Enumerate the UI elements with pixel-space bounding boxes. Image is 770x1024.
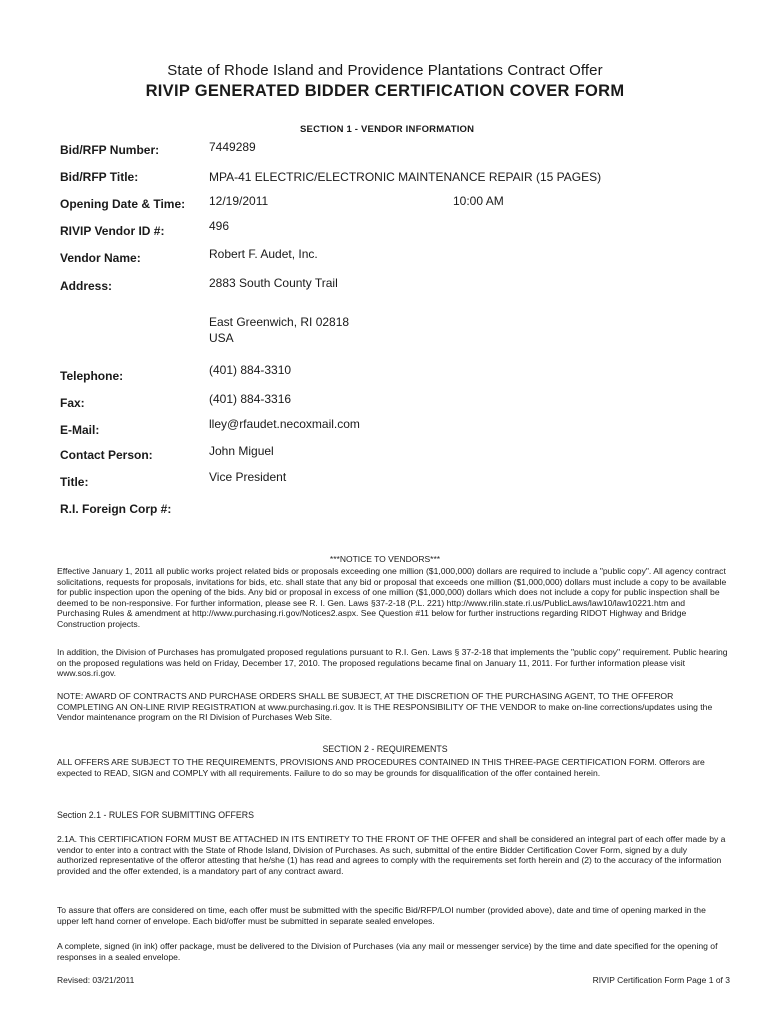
opening-time-value: 10:00 AM — [453, 194, 504, 208]
notice-paragraph-2: In addition, the Division of Purchases has promulgated proposed regulations pursuant to R.I. Gen. Laws § 37-2-18 that implements the "public copy" requirement. Public hearing on the proposed regulations was held on Friday, December 17, 2010. The proposed regulations became final on January 11, 2011. For further information please visit www.sos.ri.gov. — [57, 647, 728, 679]
bid-number-value: 7449289 — [209, 140, 256, 154]
section1-heading: SECTION 1 - VENDOR INFORMATION — [300, 124, 475, 135]
fax-value: (401) 884-3316 — [209, 392, 292, 406]
section2-heading: SECTION 2 - REQUIREMENTS — [322, 744, 448, 754]
notice-paragraph-3: NOTE: AWARD OF CONTRACTS AND PURCHASE ORDERS SHALL BE SUBJECT, AT THE DISCRETION OF THE PURCHASING AGENT, TO THE OFFEROR COMPLETING AN ON-LINE RIVIP REGISTRATION at www.purchasing.ri.gov. It is THE RESPONSIBILITY OF THE VENDOR to make on-line corrections/updates using the Vendor maintenance program on the RI Division of Purchases Web Site. — [57, 691, 713, 723]
section2-paragraph-1: ALL OFFERS ARE SUBJECT TO THE REQUIREMENTS, PROVISIONS AND PROCEDURES CONTAINED IN THIS THREE-PAGE CERTIFICATION FORM. Offerors are expected to READ, SIGN and COMPLY with all requirements. Failure to do so may be grounds for disqualification of the offer contained herein. — [57, 757, 705, 778]
address-line1: 2883 South County Trail — [209, 276, 338, 290]
title-value: Vice President — [209, 470, 287, 484]
address-line2: East Greenwich, RI 02818 — [209, 315, 350, 329]
section2-paragraph-4: A complete, signed (in ink) offer package, must be delivered to the Division of Purchases (via any mail or messenger service) by the time and date specified for the opening of responses in a sealed envelope. — [57, 941, 718, 962]
section2-paragraph-2: 2.1A. This CERTIFICATION FORM MUST BE ATTACHED IN ITS ENTIRETY TO THE FRONT OF THE OFFER and shall be considered an integral part of each offer made by a vendor to enter into a contract with the State of Rhode Island, Division of Purchases. As such, submittal of the entire Bidder Certification Cover Form, signed by a duly authorized representative of the offeror attesting that he/she (1) has read and agrees to comply with the requirements set forth herein and (2) to the accuracy of the information provided and the offer extended, is a mandatory part of any contract award. — [57, 834, 726, 876]
email-value: lley@rfaudet.necoxmail.com — [209, 417, 360, 431]
bid-title-label: Bid/RFP Title: — [60, 170, 139, 184]
opening-label: Opening Date & Time: — [60, 197, 186, 211]
telephone-label: Telephone: — [60, 369, 124, 383]
section2-paragraph-3: To assure that offers are considered on time, each offer must be submitted with the specific Bid/RFP/LOI number (provided above), date and time of opening marked in the upper left hand corner of envelope. Each bid/offer must be submitted in separate sealed envelopes. — [57, 905, 706, 926]
form-title: RIVIP GENERATED BIDDER CERTIFICATION COVER FORM — [145, 82, 625, 100]
opening-date-value: 12/19/2011 — [209, 194, 269, 208]
form-header-state: State of Rhode Island and Providence Plantations Contract Offer — [167, 62, 603, 79]
contact-person-label: Contact Person: — [60, 448, 153, 462]
page-number: RIVIP Certification Form Page 1 of 3 — [592, 975, 730, 985]
revised-date: Revised: 03/21/2011 — [57, 975, 135, 985]
notice-title: ***NOTICE TO VENDORS*** — [329, 554, 441, 564]
notice-paragraph-1: Effective January 1, 2011 all public works project related bids or proposals exceeding one million ($1,000,000) dollars are required to include a "public copy". All agency contract solicitations, requests for proposals, invitations for bids, etc. shall state that any bid or proposal that exceeds one million ($1,000,000) dollars must include a copy to be available for public inspection upon the opening of the bids. Any bid or proposal in excess of one million ($1,000,000) dollars which does not include a copy for public inspection shall be deemed to be non-responsive. For further information, please see R. I. Gen. Laws §37-2-18 (P.L. 221) http://www.rilin.state.ri.us/PublicLaws/law10/law10221.htm and Purchasing Rules & amendment at http://www.purchasing.ri.gov/Notices2.aspx. See Question #11 below for further instructions regarding RIDOT Highway and Bridge Construction projects. — [57, 566, 727, 629]
vendor-name-value: Robert F. Audet, Inc. — [209, 247, 318, 261]
bid-number-label: Bid/RFP Number: — [60, 143, 160, 157]
bid-title-value: MPA-41 ELECTRIC/ELECTRONIC MAINTENANCE REPAIR (15 PAGES) — [209, 170, 602, 184]
contact-person-value: John Miguel — [209, 444, 274, 458]
fax-label: Fax: — [60, 396, 85, 410]
title-label: Title: — [60, 475, 89, 489]
vendor-name-label: Vendor Name: — [60, 251, 141, 265]
telephone-value: (401) 884-3310 — [209, 363, 292, 377]
address-line3: USA — [209, 331, 234, 345]
foreign-corp-label: R.I. Foreign Corp #: — [60, 502, 172, 516]
address-label: Address: — [60, 279, 113, 293]
section2-1-heading: Section 2.1 - RULES FOR SUBMITTING OFFERS — [57, 810, 254, 820]
vendor-id-value: 496 — [209, 219, 230, 233]
vendor-id-label: RIVIP Vendor ID #: — [60, 224, 165, 238]
email-label: E-Mail: — [60, 423, 100, 437]
